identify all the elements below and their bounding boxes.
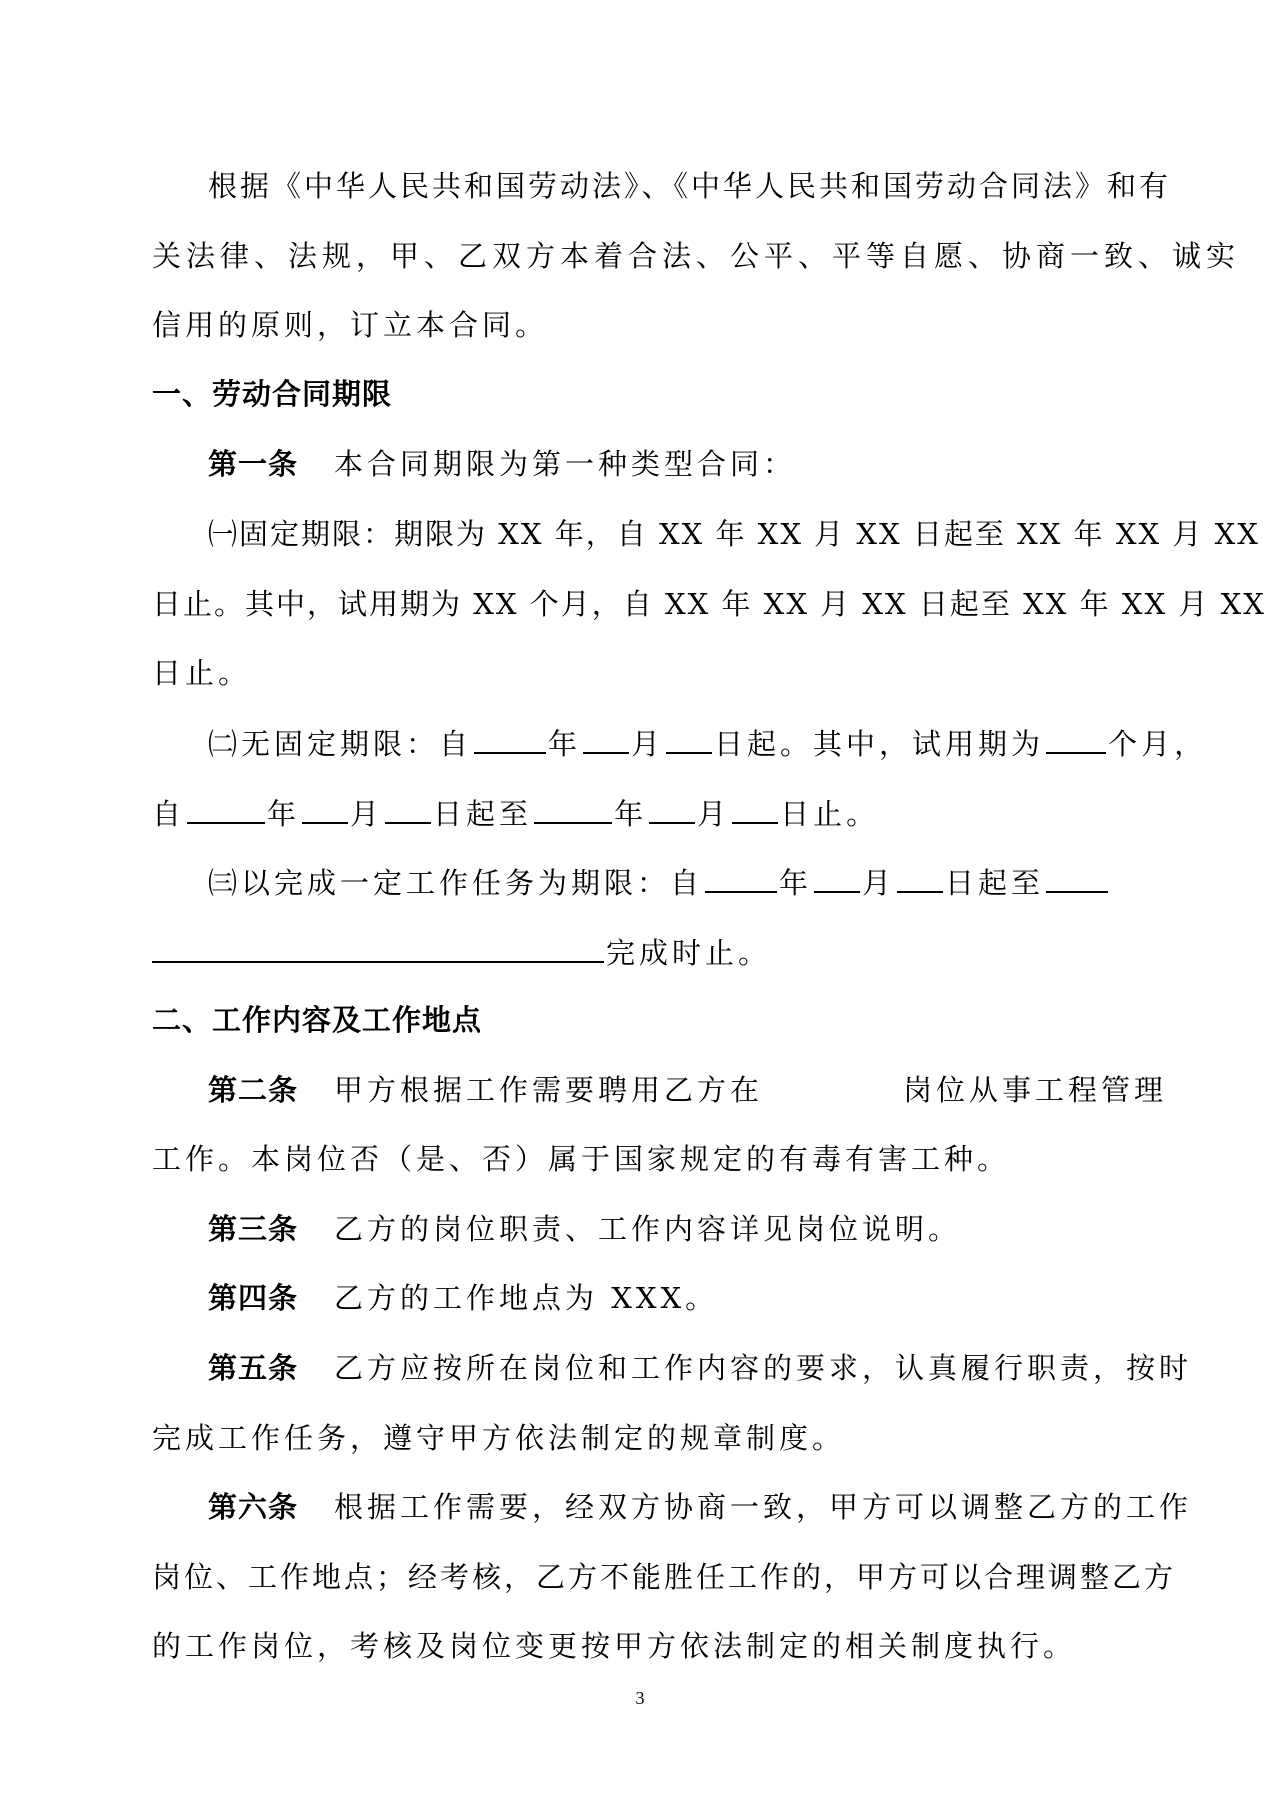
item-3-text: 月 [862,866,896,900]
blank-month [649,792,695,824]
item-2-text: 日起。其中，试用期为 [714,727,1045,761]
blank-year [534,792,612,824]
item-2-text: 年 [267,797,301,831]
blank-month [814,861,860,893]
article-2-line-2: 工作。本岗位否（是、否）属于国家规定的有毒有害工种。 [152,1142,1011,1176]
blank-task [1046,861,1108,893]
article-6-text: 根据工作需要，经双方协商一致，甲方可以调整乙方的工作 [334,1490,1193,1524]
blank-day [897,861,943,893]
article-5-text: 乙方应按所在岗位和工作内容的要求，认真履行职责，按时 [334,1351,1193,1385]
section-1-heading: 一、劳动合同期限 [152,377,393,411]
article-4 [208,1278,1144,1318]
article-5 [208,1348,1193,1388]
item-2-text: 日止。 [780,797,880,831]
item-2-text: 个月， [1108,727,1208,761]
article-2-text: 甲方根据工作需要聘用乙方在 [334,1073,764,1107]
item-2-text: 月 [350,797,384,831]
blank-month [302,792,348,824]
article-5-line-2: 完成工作任务，遵守甲方依法制定的规章制度。 [152,1421,846,1455]
article-1-text: 本合同期限为第一种类型合同： [334,447,797,481]
article-2-label: 第二条 [208,1073,299,1107]
item-2-text: 日起至 [433,797,533,831]
item-2-text: 自 [152,797,186,831]
article-1-label: 第一条 [208,447,299,481]
blank-task-long [152,931,604,963]
blank-months [1046,722,1106,754]
item-3-text: 完成时止。 [606,936,772,970]
article-6 [208,1487,1193,1527]
item-2-text: 年 [614,797,648,831]
article-6-line-3: 的工作岗位，考核及岗位变更按甲方依法制定的相关制度执行。 [152,1629,1077,1663]
section-2-heading: 二、工作内容及工作地点 [152,1003,483,1037]
article-6-line-2: 岗位、工作地点；经考核，乙方不能胜任工作的，甲方可以合理调整乙方 [152,1560,1177,1594]
article-5-label: 第五条 [208,1351,299,1385]
item-1-line-1: ㈠固定期限：期限为 XX 年，自 XX 年 XX 月 XX 日起至 XX 年 XX 月 XX [208,517,1260,551]
item-2-text: ㈡无固定期限：自 [208,727,473,761]
article-6-label: 第六条 [208,1490,299,1524]
item-2-line-2 [152,792,1144,834]
blank-year [187,792,265,824]
preamble-line-1: 根据《中华人民共和国劳动法》、《中华人民共和国劳动合同法》和有 [208,169,1172,203]
article-3 [208,1209,1144,1249]
blank-day [666,722,712,754]
article-2-text: 岗位从事工程管理 [903,1073,1168,1107]
item-3-text: 年 [779,866,813,900]
preamble-line-2: 关法律、法规，甲、乙双方本着合法、公平、平等自愿、协商一致、诚实 [152,239,1241,273]
page-number: 3 [635,1688,645,1708]
item-3-line-1 [208,861,1144,903]
item-2-text: 年 [548,727,582,761]
blank-day [732,792,778,824]
item-2-line-1 [208,722,1208,764]
blank-day [385,792,431,824]
article-4-label: 第四条 [208,1281,299,1315]
article-4-text: 乙方的工作地点为 XXX。 [334,1281,719,1315]
item-3-text: 日起至 [945,866,1045,900]
item-3-text: ㈢以完成一定工作任务为期限：自 [208,866,704,900]
blank-month [583,722,629,754]
item-1-line-3: 日止。 [152,656,252,690]
item-3-line-2 [152,931,1144,973]
preamble-line-3: 信用的原则，订立本合同。 [152,308,549,342]
item-2-text: 月 [631,727,665,761]
blank-year [705,861,777,893]
item-2-text: 月 [697,797,731,831]
article-2 [208,1070,1168,1110]
article-1 [208,444,1144,484]
article-3-text: 乙方的岗位职责、工作内容详见岗位说明。 [334,1212,962,1246]
article-3-label: 第三条 [208,1212,299,1246]
blank-year [474,722,546,754]
item-1-line-2: 日止。其中，试用期为 XX 个月，自 XX 年 XX 月 XX 日起至 XX 年 XX 月 XX [152,587,1266,621]
